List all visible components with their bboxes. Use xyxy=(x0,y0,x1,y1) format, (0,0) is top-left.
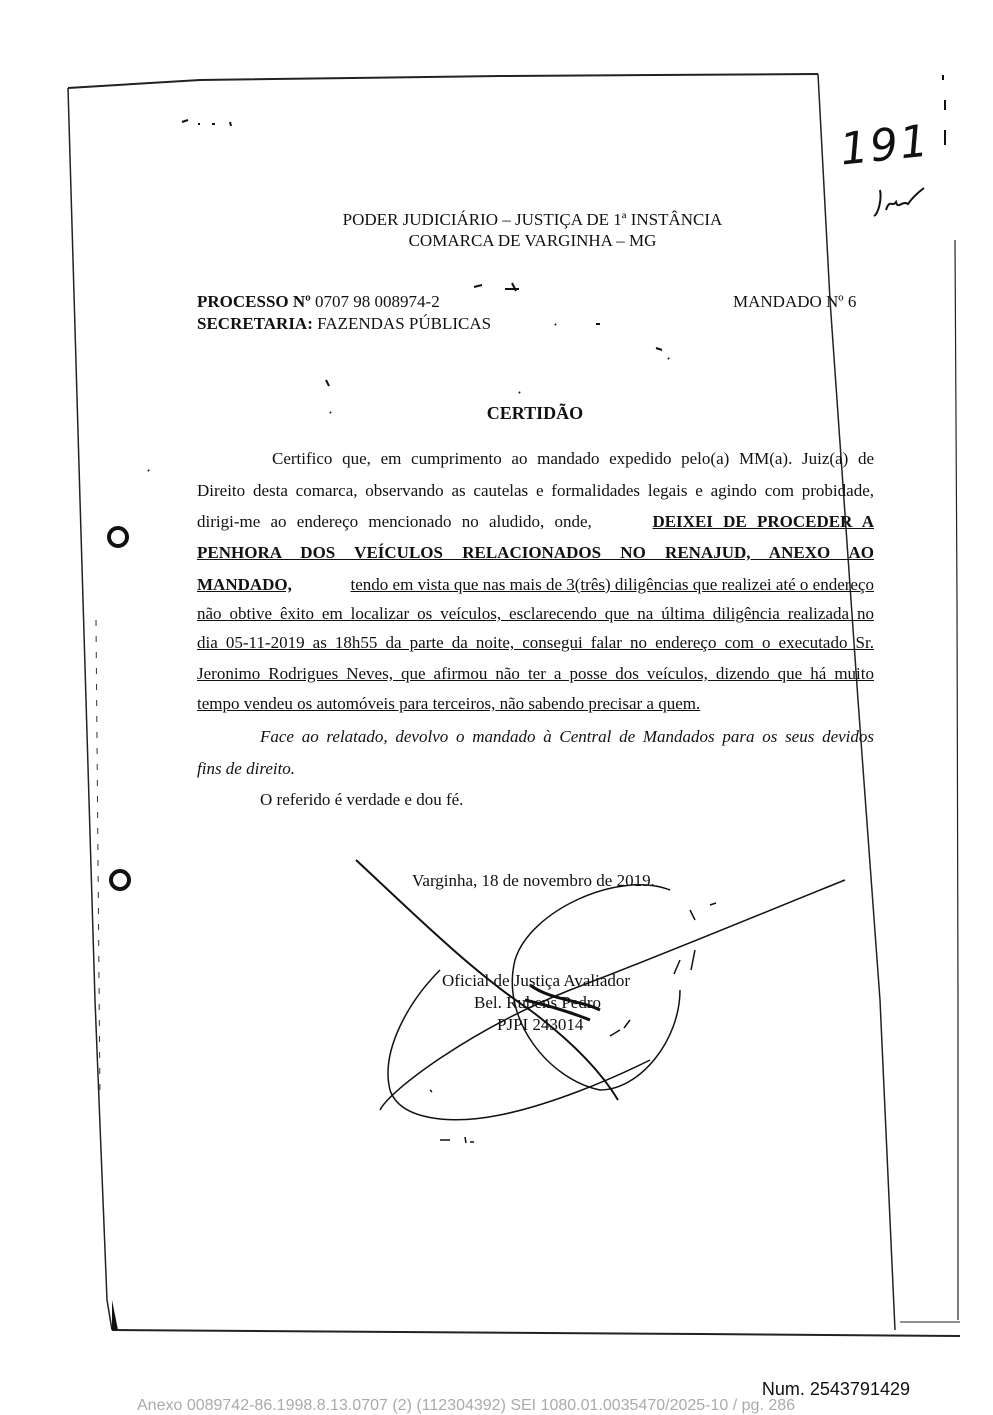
document-number: Num. 2543791429 xyxy=(761,1379,910,1399)
body-line-5-text: tendo em vista que nas mais de 3(três) diligências que realizei até o endereço xyxy=(350,575,874,594)
body-line-5-emphasis: MANDADO, xyxy=(197,575,292,594)
place-date: Varginha, 18 de novembro de 2019. xyxy=(412,871,655,890)
body-line-12: O referido é verdade e dou fé. xyxy=(260,790,464,809)
body-line-6: não obtive êxito em localizar os veículos, esclarecendo que na última diligência realizada no xyxy=(197,604,874,623)
officer-name: Bel. Rubens Pedro xyxy=(474,993,602,1012)
body-line-11: fins de direito. xyxy=(197,759,296,778)
body-line-3 xyxy=(197,512,874,532)
body-line-9: tempo vendeu os automóveis para terceiros, não sabendo precisar a quem. xyxy=(197,694,701,713)
body-line-2: Direito desta comarca, observando as cautelas e formalidades legais e agindo com probidade, xyxy=(197,481,874,500)
officer-id: PJPI 243014 xyxy=(497,1015,584,1034)
body-line-3-emphasis: DEIXEI DE PROCEDER A xyxy=(652,512,874,531)
document-title: CERTIDÃO xyxy=(486,403,584,423)
body-line-10: Face ao relatado, devolvo o mandado à Central de Mandados para os seus devidos xyxy=(260,727,874,746)
document-meta: Anexo 0089742-86.1998.8.13.0707 (2) (112304392) SEI 1080.01.0035470/2025-10 / pg. 286 xyxy=(137,1397,796,1414)
process-number xyxy=(197,292,440,312)
handwritten-signature xyxy=(350,850,860,1150)
court-header-line1: PODER JUDICIÁRIO – JUSTIÇA DE 1ª INSTÂNCIA xyxy=(342,210,723,229)
warrant-number: MANDADO Nº 6 xyxy=(733,292,857,311)
officer-role: Oficial de Justiça Avaliador xyxy=(442,971,631,990)
body-line-4: PENHORA DOS VEÍCULOS RELACIONADOS NO RENAJUD, ANEXO AO xyxy=(197,543,874,562)
handwritten-page-number: 191 xyxy=(837,115,933,176)
secretariat-value: FAZENDAS PÚBLICAS xyxy=(317,314,492,333)
body-line-7: dia 05-11-2019 as 18h55 da parte da noite, consegui falar no endereço com o executado Sr. xyxy=(197,633,874,652)
body-line-3-text: dirigi-me ao endereço mencionado no aludido, onde, xyxy=(197,512,592,531)
process-number-value: 0707 98 008974-2 xyxy=(315,292,440,311)
process-number-label: PROCESSO Nº xyxy=(197,292,311,311)
secretariat-label: SECRETARIA: xyxy=(197,314,313,333)
secretariat xyxy=(197,314,491,334)
body-line-5 xyxy=(197,575,874,595)
body-line-1: Certifico que, em cumprimento ao mandado expedido pelo(a) MM(a). Juiz(a) de xyxy=(272,449,874,468)
handwritten-initials xyxy=(872,180,932,220)
body-line-8: Jeronimo Rodrigues Neves, que afirmou não ter a posse dos veículos, dizendo que há muito xyxy=(197,664,874,683)
court-header-line2: COMARCA DE VARGINHA – MG xyxy=(408,231,657,250)
